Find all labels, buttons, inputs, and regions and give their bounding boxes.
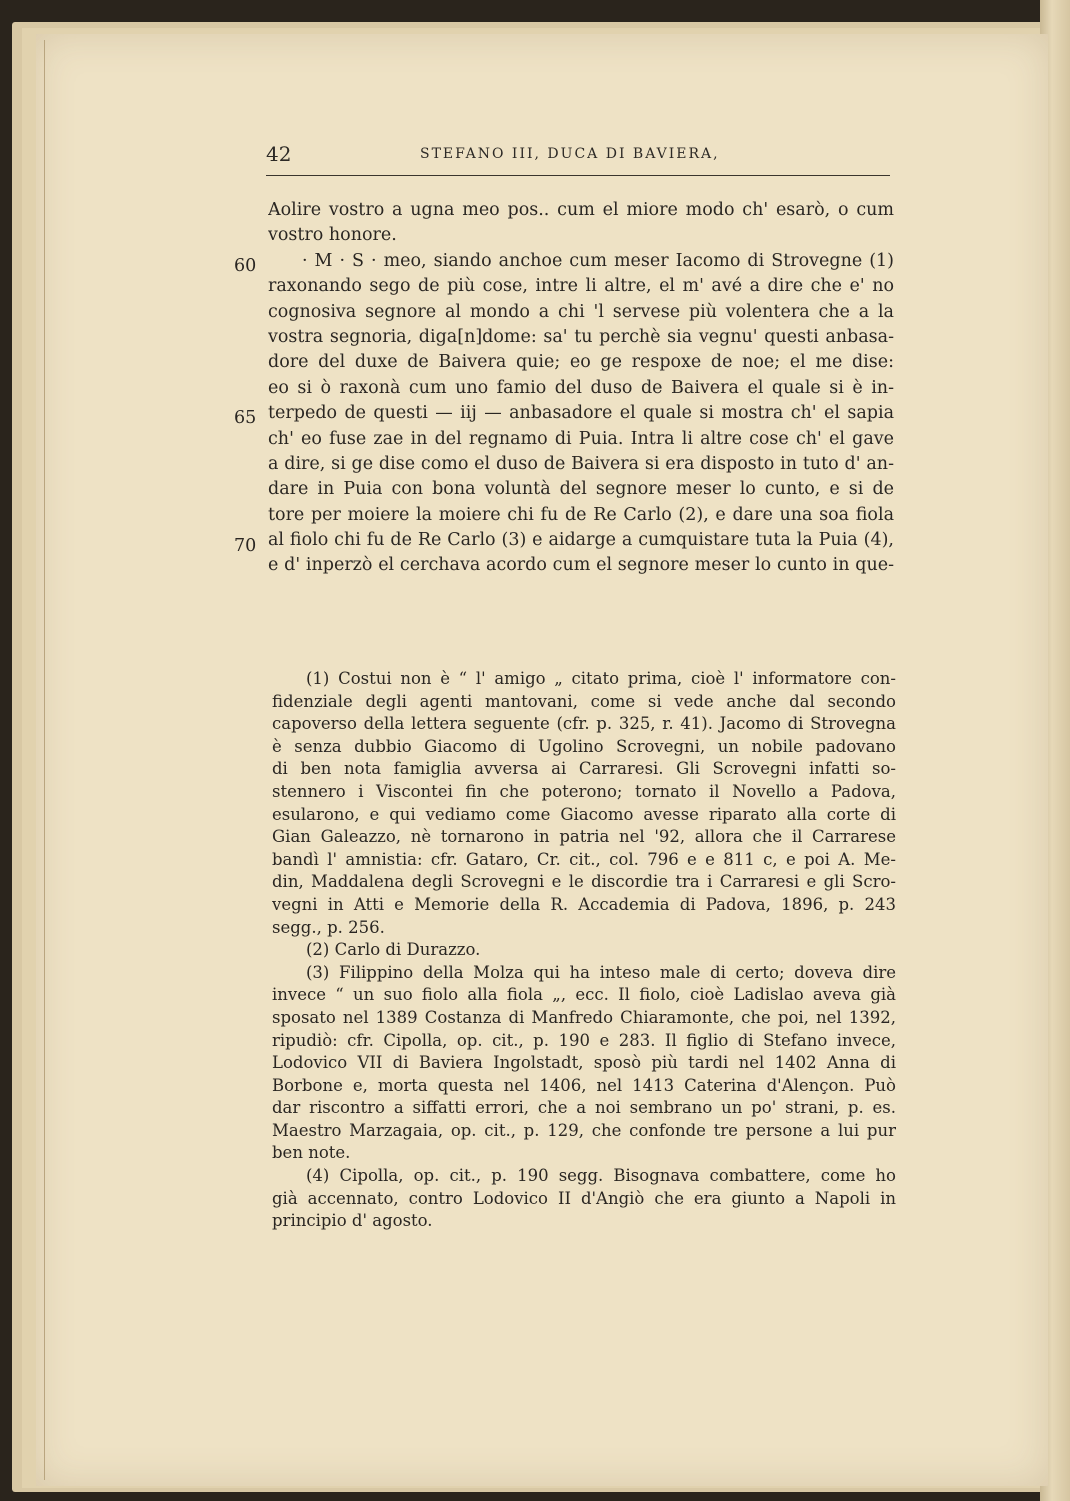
text-line: vostra segnoria, diga[n]dome: sa' tu perchè sia vegnu' questi anbasa- bbox=[268, 326, 894, 347]
footnote-line: (3) Filippino della Molza qui ha inteso male di certo; doveva dire bbox=[306, 962, 896, 982]
text-line: ch' eo fuse zae in del regnamo di Puia. Intra li altre cose ch' el gave bbox=[268, 428, 894, 449]
header-rule bbox=[266, 175, 890, 176]
footnote-line: segg., p. 256. bbox=[272, 917, 385, 937]
footnote-line: Lodovico VII di Baviera Ingolstadt, sposò più tardi nel 1402 Anna di bbox=[272, 1053, 896, 1073]
footnote-line: dar riscontro a siffatti errori, che a noi sembrano un po' strani, p. es. bbox=[272, 1098, 896, 1118]
footnote-line: (1) Costui non è “ l' amigo „ citato prima, cioè l' informatore con- bbox=[306, 669, 896, 688]
text-line: cognosiva segnore al mondo a chi 'l servese più volentera che a la bbox=[268, 301, 894, 322]
text-line: vostro honore. bbox=[268, 225, 397, 246]
text-line: eo si ò raxonà cum uno famio del duso de Baivera el quale si è in- bbox=[268, 377, 894, 398]
footnotes bbox=[272, 668, 896, 1233]
footnote-line: sposato nel 1389 Costanza di Manfredo Chiaramonte, che poi, nel 1392, bbox=[272, 1007, 896, 1027]
text-line: raxonando sego de più cose, intre li altre, el m' avé a dire che e' no bbox=[268, 276, 894, 297]
line-number: 65 bbox=[234, 408, 257, 428]
footnote-line: invece “ un suo fiolo alla fiola „, ecc. Il fiolo, cioè Ladislao aveva già bbox=[272, 985, 896, 1005]
footnote-line: vegni in Atti e Memorie della R. Accademia di Padova, 1896, p. 243 bbox=[272, 894, 896, 914]
page-header bbox=[230, 142, 890, 166]
footnote-line: è senza dubbio Giacomo di Ugolino Scrovegni, un nobile padovano bbox=[272, 736, 896, 756]
text-line: Aolire vostro a ugna meo pos.. cum el miore modo ch' esarò, o cum bbox=[268, 200, 894, 220]
footnote-line: capoverso della lettera seguente (cfr. p. 325, r. 41). Jacomo di Strovegna bbox=[272, 714, 896, 734]
text-line: al fiolo chi fu de Re Carlo (3) e aidarge a cumquistare tuta la Puia (4), bbox=[268, 530, 894, 551]
text-line: dore del duxe de Baivera quie; eo ge respoxe de noe; el me dise: bbox=[268, 352, 894, 373]
text-line: dare in Puia con bona voluntà del segnore meser lo cunto, e si de bbox=[268, 479, 894, 500]
text-line: tore per moiere la moiere chi fu de Re Carlo (2), e dare una soa fiola bbox=[268, 504, 894, 525]
footnote-line: di ben nota famiglia avversa ai Carraresi. Gli Scrovegni infatti so- bbox=[272, 759, 896, 779]
footnote-line: stennero i Viscontei fin che poterono; tornato il Novello a Padova, bbox=[272, 781, 896, 801]
page-number: 42 bbox=[266, 142, 292, 166]
line-number: 70 bbox=[234, 536, 257, 556]
footnote-line: ripudiò: cfr. Cipolla, op. cit., p. 190 e 283. Il figlio di Stefano invece, bbox=[272, 1030, 896, 1050]
text-line: terpedo de questi — iij — anbasadore el quale si mostra ch' el sapia bbox=[268, 403, 894, 424]
line-number: 60 bbox=[234, 256, 257, 276]
running-title: STEFANO III, DUCA DI BAVIERA, bbox=[420, 146, 720, 162]
footnote-line: Maestro Marzagaia, op. cit., p. 129, che confonde tre persone a lui pur bbox=[272, 1120, 896, 1140]
text-line: e d' inperzò el cerchava acordo cum el segnore meser lo cunto in que- bbox=[268, 555, 894, 576]
footnote-line: Gian Galeazzo, nè tornarono in patria nel '92, allora che il Carrarese bbox=[272, 827, 896, 847]
main-text bbox=[268, 198, 894, 579]
footnote-line: fidenziale degli agenti mantovani, come si vede anche dal secondo bbox=[272, 691, 896, 711]
footnote-line: principio d' agosto. bbox=[272, 1211, 433, 1231]
footnote-line: (2) Carlo di Durazzo. bbox=[306, 940, 481, 960]
page-edge-line bbox=[44, 40, 45, 1480]
text-line: a dire, si ge dise como el duso de Baivera si era disposto in tuto d' an- bbox=[268, 453, 894, 474]
footnote-line: din, Maddalena degli Scrovegni e le discordie tra i Carraresi e gli Scro- bbox=[272, 872, 896, 892]
footnote-line: Borbone e, morta questa nel 1406, nel 1413 Caterina d'Alençon. Può bbox=[272, 1075, 896, 1095]
footnote-line: già accennato, contro Lodovico II d'Angiò che era giunto a Napoli in bbox=[272, 1188, 896, 1208]
footnote-line: (4) Cipolla, op. cit., p. 190 segg. Bisognava combattere, come ho bbox=[306, 1166, 896, 1186]
footnote-line: ben note. bbox=[272, 1143, 351, 1163]
footnote-line: bandì l' amnistia: cfr. Gataro, Cr. cit., col. 796 e e 811 c, e poi A. Me- bbox=[272, 849, 896, 869]
text-line: · M · S · meo, siando anchoe cum meser Iacomo di Strovegne (1) bbox=[302, 250, 894, 271]
footnote-line: esularono, e qui vediamo come Giacomo avesse riparato alla corte di bbox=[272, 804, 896, 824]
